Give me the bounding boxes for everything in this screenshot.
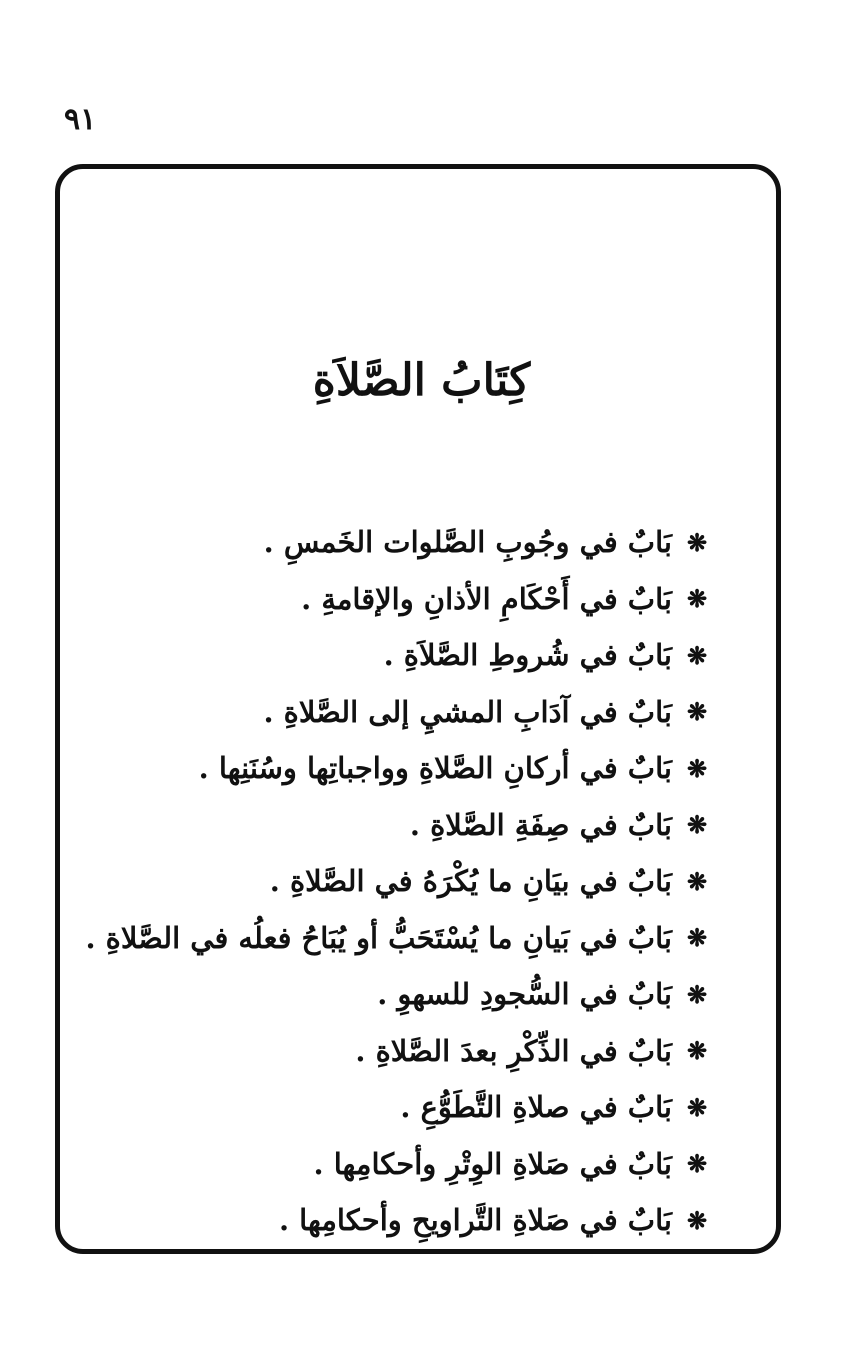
asterisk-bullet-icon: ❋ <box>686 584 708 614</box>
list-item <box>85 910 708 967</box>
list-item <box>88 684 708 741</box>
asterisk-bullet-icon: ❋ <box>686 810 708 840</box>
page-number: ٩١ <box>64 102 97 137</box>
section-title: بَابٌ في أَحْكَامِ الأذانِ والإقامةِ . <box>301 581 672 616</box>
asterisk-bullet-icon: ❋ <box>686 1036 708 1066</box>
list-item <box>88 966 708 1023</box>
section-title: بَابٌ في صَلاةِ الوِتْرِ وأحكامِها . <box>313 1146 672 1181</box>
asterisk-bullet-icon: ❋ <box>686 866 708 896</box>
asterisk-bullet-icon: ❋ <box>686 640 708 670</box>
section-title: بَابٌ في السُّجودِ للسهوِ . <box>377 977 672 1012</box>
list-item <box>88 797 708 854</box>
section-title: بَابٌ في بَيانِ ما يُسْتَحَبُّ أو يُبَاحُ فعلُه في الصَّلاةِ . <box>85 920 672 955</box>
list-item <box>88 1023 708 1080</box>
asterisk-bullet-icon: ❋ <box>686 1205 708 1235</box>
section-title: بَابٌ في وجُوبِ الصَّلوات الخَمسِ . <box>263 525 672 560</box>
list-item <box>88 1079 708 1136</box>
asterisk-bullet-icon: ❋ <box>686 923 708 953</box>
asterisk-bullet-icon: ❋ <box>686 1149 708 1179</box>
asterisk-bullet-icon: ❋ <box>686 979 708 1009</box>
asterisk-bullet-icon: ❋ <box>686 527 708 557</box>
list-item <box>88 740 708 797</box>
section-title: بَابٌ في الذِّكْرِ بعدَ الصَّلاةِ . <box>355 1033 672 1068</box>
section-title: بَابٌ في أركانِ الصَّلاةِ وواجباتِها وسُنَنِها . <box>198 751 672 786</box>
list-item <box>88 571 708 628</box>
asterisk-bullet-icon: ❋ <box>686 697 708 727</box>
section-title: بَابٌ في شُروطِ الصَّلاَةِ . <box>383 638 672 673</box>
list-item <box>88 514 708 571</box>
list-item <box>88 1192 708 1249</box>
list-item <box>88 1136 708 1193</box>
chapter-title: كِتَابُ الصَّلاَةِ <box>312 355 531 406</box>
section-title: بَابٌ في صَلاةِ التَّراويحِ وأحكامِها . <box>278 1203 672 1238</box>
list-item <box>88 853 708 910</box>
list-item <box>88 627 708 684</box>
section-title: بَابٌ في بيَانِ ما يُكْرَهُ في الصَّلاةِ . <box>269 864 672 899</box>
sections-list <box>85 514 708 1249</box>
section-title: بَابٌ في صِفَةِ الصَّلاةِ . <box>409 807 672 842</box>
asterisk-bullet-icon: ❋ <box>686 1092 708 1122</box>
asterisk-bullet-icon: ❋ <box>686 753 708 783</box>
section-title: بَابٌ في آدَابِ المشيِ إلى الصَّلاةِ . <box>263 694 672 729</box>
section-title: بَابٌ في صلاةِ التَّطَوُّعِ . <box>400 1090 672 1125</box>
